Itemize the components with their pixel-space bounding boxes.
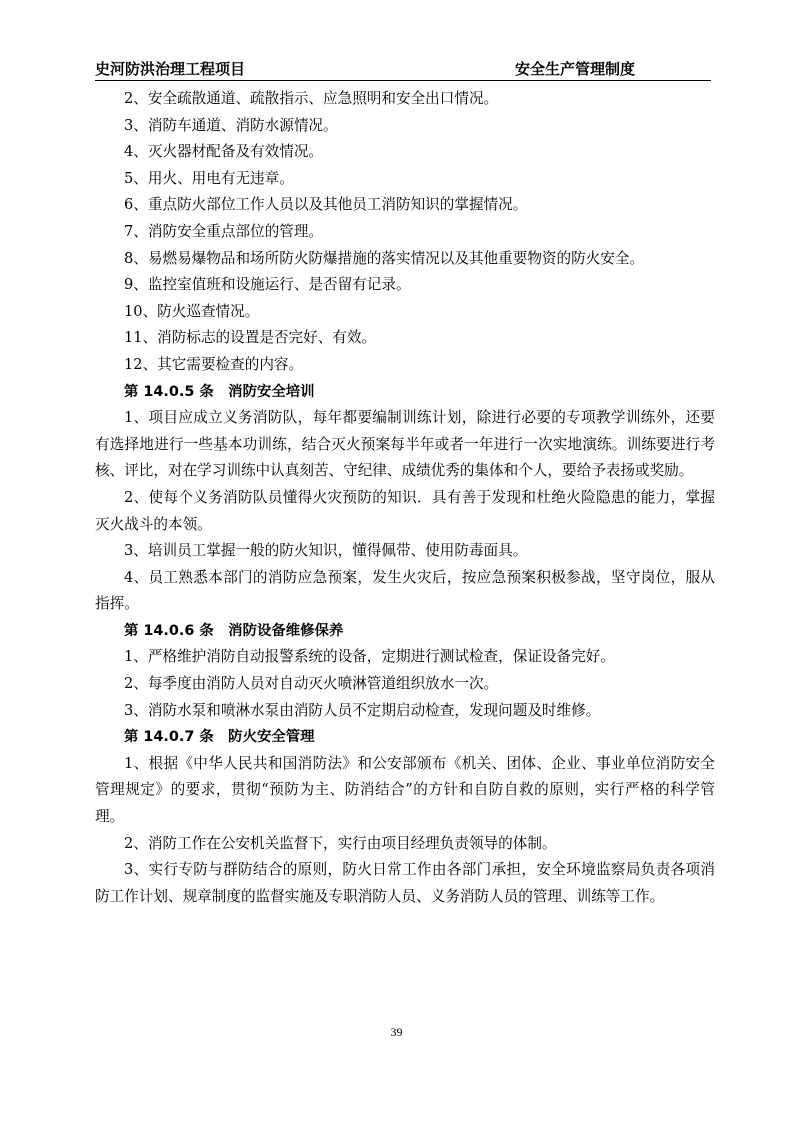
list-item: 1、根据《中华人民共和国消防法》和公安部颁布《机关、团体、企业、事业单位消防安全管理规定》的要求，贯彻“预防为主、防消结合”的方针和自防自救的原则，实行严格的科学管理。 (95, 754, 715, 826)
list-item: 6、重点防火部位工作人员以及其他员工消防知识的掌握情况。 (124, 196, 528, 214)
section-heading: 第 14.0.5 条 消防安全培训 (124, 383, 315, 400)
list-item: 1、严格维护消防自动报警系统的设备，定期进行测试检查，保证设备完好。 (124, 648, 615, 666)
list-item: 1、项目应成立义务消防队，每年都要编制训练计划，除进行必要的专项教学训练外，还要有选择地进行一些基本功训练，结合灭火预案每半年或者一年进行一次实地演练。训练要进行考核、评比，对在学习训练中认真刻苦、守纪律、成绩优秀的集体和个人，要给予表扬或奖励。 (95, 409, 715, 480)
list-item: 2、安全疏散通道、疏散指示、应急照明和安全出口情况。 (124, 90, 499, 107)
header-document-title: 安全生产管理制度 (515, 60, 636, 78)
list-item: 8、易燃易爆物品和场所防火防爆措施的落实情况以及其他重要物资的防火安全。 (124, 249, 645, 267)
section-heading: 第 14.0.6 条 消防设备维修保养 (124, 622, 344, 639)
list-item: 10、防火巡查情况。 (124, 302, 260, 320)
page-number: 39 (390, 1025, 403, 1039)
list-item: 9、监控室值班和设施运行、是否留有记录。 (124, 276, 411, 294)
list-item: 4、灭火器材配备及有效情况。 (124, 143, 324, 161)
document-body (95, 86, 715, 910)
section-heading: 第 14.0.7 条 防火安全管理 (124, 729, 315, 746)
header-project-title: 史河防洪治理工程项目 (95, 60, 246, 78)
list-item: 3、培训员工掌握一般的防火知识，懂得佩带、使用防毒面具。 (124, 542, 528, 560)
list-item: 2、每季度由消防人员对自动灭火喷淋管道组织放水一次。 (124, 675, 499, 693)
list-item: 3、消防水泵和喷淋水泵由消防人员不定期启动检查，发现问题及时维修。 (124, 701, 601, 719)
list-item: 3、消防车通道、消防水源情况。 (124, 116, 338, 134)
page-header (95, 54, 711, 81)
list-item: 2、消防工作在公安机关监督下，实行由项目经理负责领导的体制。 (124, 834, 557, 852)
list-item: 3、实行专防与群防结合的原则，防火日常工作由各部门承担，安全环境监察局负责各项消防工作计划、规章制度的监督实施及专职消防人员、义务消防人员的管理、训练等工作。 (95, 861, 715, 905)
list-item: 4、员工熟悉本部门的消防应急预案，发生火灾后，按应急预案积极参战，坚守岗位，服从指挥。 (95, 568, 715, 613)
list-item: 5、用火、用电有无违章。 (124, 169, 294, 187)
list-item: 7、消防安全重点部位的管理。 (124, 222, 324, 240)
list-item: 11、消防标志的设置是否完好、有效。 (124, 329, 377, 347)
list-item: 12、其它需要检查的内容。 (124, 355, 304, 373)
list-item: 2、使每个义务消防队员懂得火灾预防的知识．具有善于发现和杜绝火险隐患的能力，掌握灭火战斗的本领。 (95, 488, 715, 533)
